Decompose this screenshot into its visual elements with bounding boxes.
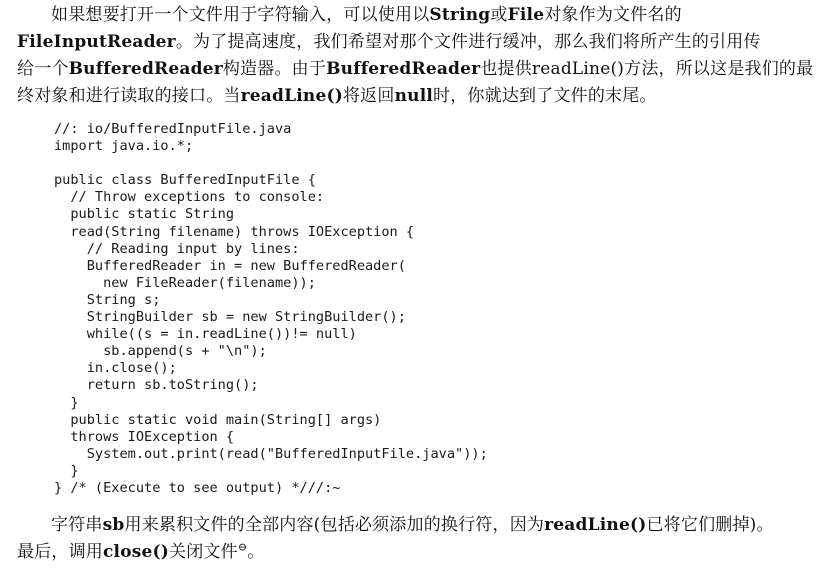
code-term-close: close() bbox=[103, 542, 170, 562]
intro-line-1 bbox=[17, 2, 825, 29]
code-line: StringBuilder sb = new StringBuilder(); bbox=[54, 309, 406, 326]
code-line: public static void main(String[] args) bbox=[54, 411, 382, 428]
text-run: 将返回 bbox=[342, 86, 395, 106]
code-term-readline: readLine() bbox=[544, 515, 647, 535]
code-line: throws IOException { bbox=[54, 428, 235, 445]
footnote-marker: ⊖ bbox=[237, 540, 248, 554]
text-run: 时，你就达到了文件的末尾。 bbox=[433, 86, 657, 106]
code-line: //: io/BufferedInputFile.java bbox=[54, 121, 292, 137]
intro-line-4 bbox=[17, 83, 825, 110]
code-term-file: File bbox=[507, 5, 545, 25]
code-line: } bbox=[54, 462, 79, 479]
code-term-null: null bbox=[394, 86, 434, 106]
text-run: 对象作为文件名的 bbox=[544, 5, 682, 25]
code-term-string: String bbox=[429, 5, 491, 25]
text-run: 或 bbox=[490, 5, 508, 25]
code-term-bufferedreader: BufferedReader bbox=[326, 59, 481, 79]
summary-line-1 bbox=[17, 512, 825, 539]
intro-paragraph bbox=[17, 2, 825, 110]
code-line: System.out.print(read("BufferedInputFile.java")); bbox=[54, 445, 488, 462]
code-line: String s; bbox=[54, 291, 161, 308]
text-run: 已将它们删掉)。 bbox=[646, 515, 774, 535]
text-run: 。 bbox=[247, 542, 265, 562]
code-line: } bbox=[54, 394, 79, 411]
text-run: 关闭文件 bbox=[169, 542, 238, 562]
code-line: public class BufferedInputFile { bbox=[54, 172, 316, 189]
intro-line-3 bbox=[17, 56, 825, 83]
code-line: new FileReader(filename)); bbox=[54, 274, 316, 291]
text-run: 最后，调用 bbox=[17, 542, 103, 562]
code-line: import java.io.*; bbox=[54, 138, 194, 155]
code-line: } /* (Execute to see output) *///:~ bbox=[54, 479, 341, 496]
text-run: 构造器。由于 bbox=[222, 59, 327, 79]
text-run: 给一个 bbox=[17, 59, 69, 79]
text-run: 字符串 bbox=[51, 515, 103, 535]
code-line: BufferedReader in = new BufferedReader( bbox=[54, 257, 406, 274]
code-line: sb.append(s + "\n"); bbox=[54, 343, 267, 360]
code-term-readline: readLine() bbox=[240, 86, 343, 106]
text-run: 如果想要打开一个文件用于字符输入，可以使用以 bbox=[51, 5, 430, 25]
code-line: while((s = in.readLine())!= null) bbox=[54, 326, 357, 343]
code-line: public static String bbox=[54, 206, 235, 223]
text-run: 终对象和进行读取的接口。当 bbox=[17, 86, 241, 106]
code-line: return sb.toString(); bbox=[54, 377, 259, 394]
code-listing bbox=[54, 121, 488, 497]
code-line: // Reading input by lines: bbox=[54, 240, 300, 257]
summary-line-2 bbox=[17, 539, 825, 566]
text-run: 也提供readLine()方法，所以这是我们的最 bbox=[480, 59, 814, 79]
code-line: in.close(); bbox=[54, 360, 177, 377]
code-term-bufferedreader: BufferedReader bbox=[68, 59, 223, 79]
text-run: 。为了提高速度，我们希望对那个文件进行缓冲，那么我们将所产生的引用传 bbox=[175, 32, 761, 52]
code-term-fileinputreader: FileInputReader bbox=[17, 32, 176, 52]
code-line: // Throw exceptions to console: bbox=[54, 189, 325, 206]
text-run: 用来累积文件的全部内容(包括必须添加的换行符，因为 bbox=[124, 515, 545, 535]
code-term-sb: sb bbox=[102, 515, 125, 535]
intro-line-2 bbox=[17, 29, 825, 56]
summary-paragraph bbox=[17, 512, 825, 566]
code-line: read(String filename) throws IOException { bbox=[54, 223, 415, 240]
